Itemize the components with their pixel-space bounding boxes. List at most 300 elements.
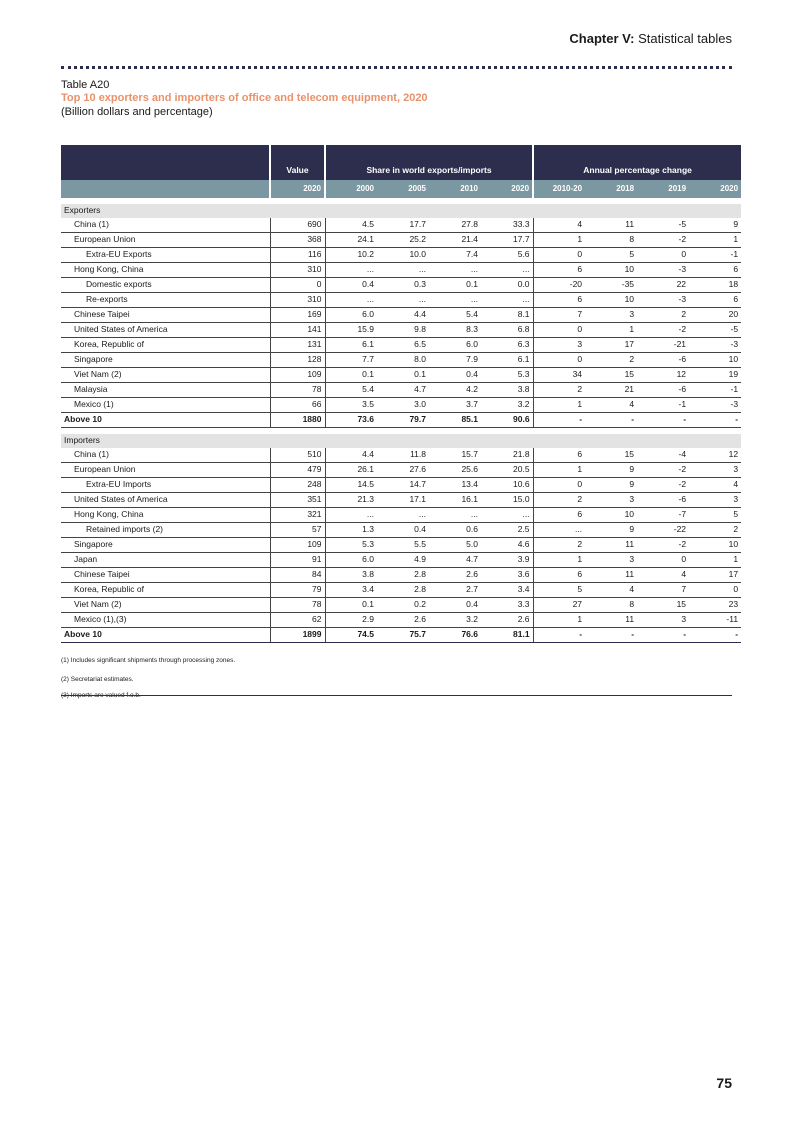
table-cell: 66 xyxy=(270,398,325,413)
table-cell: 91 xyxy=(270,553,325,568)
table-row xyxy=(61,493,741,508)
total-cell: 85.1 xyxy=(429,413,481,428)
table-cell: 33.3 xyxy=(481,218,533,233)
table-cell: 1 xyxy=(689,233,741,248)
table-cell: 2.9 xyxy=(325,613,377,628)
table-cell: 5.3 xyxy=(481,368,533,383)
year-header: 2005 xyxy=(377,180,429,198)
table-cell: 4 xyxy=(585,398,637,413)
table-cell: 0.4 xyxy=(429,598,481,613)
table-cell: 79 xyxy=(270,583,325,598)
table-cell: 7.7 xyxy=(325,353,377,368)
table-row xyxy=(61,613,741,628)
table-cell: -1 xyxy=(689,248,741,263)
table-cell: 10 xyxy=(585,293,637,308)
table-cell: 116 xyxy=(270,248,325,263)
table-cell: 57 xyxy=(270,523,325,538)
table-cell: 6 xyxy=(533,448,585,463)
table-subtitle: (Billion dollars and percentage) xyxy=(61,106,213,118)
table-cell: 2.5 xyxy=(481,523,533,538)
table-cell: 5.4 xyxy=(429,308,481,323)
table-cell: 4.6 xyxy=(481,538,533,553)
table-cell: 16.1 xyxy=(429,493,481,508)
header-blank xyxy=(61,145,270,180)
table-cell: 0 xyxy=(533,323,585,338)
table-cell: 17.7 xyxy=(481,233,533,248)
table-cell: -2 xyxy=(637,463,689,478)
table-cell: 6.3 xyxy=(481,338,533,353)
table-cell: ... xyxy=(481,508,533,523)
total-cell: - xyxy=(585,413,637,428)
table-cell: 0.3 xyxy=(377,278,429,293)
row-label: European Union xyxy=(61,233,270,248)
table-cell: 4 xyxy=(689,478,741,493)
table-cell: -22 xyxy=(637,523,689,538)
table-cell: -2 xyxy=(637,323,689,338)
table-cell: 3.4 xyxy=(325,583,377,598)
bottom-rule xyxy=(61,695,732,696)
total-cell: 76.6 xyxy=(429,628,481,643)
row-label: Extra-EU Imports xyxy=(61,478,270,493)
table-cell: 128 xyxy=(270,353,325,368)
table-cell: 169 xyxy=(270,308,325,323)
table-cell: 2 xyxy=(585,353,637,368)
table-cell: 62 xyxy=(270,613,325,628)
table-row xyxy=(61,448,741,463)
section-label: Statistical tables xyxy=(638,31,732,46)
header-value: Value xyxy=(270,145,325,180)
table-cell: 6.8 xyxy=(481,323,533,338)
table-cell: 10 xyxy=(689,353,741,368)
table-cell: 0.4 xyxy=(429,368,481,383)
total-cell: - xyxy=(533,628,585,643)
table-cell: ... xyxy=(377,508,429,523)
table-cell: 9 xyxy=(585,463,637,478)
table-cell: 15.7 xyxy=(429,448,481,463)
table-row xyxy=(61,323,741,338)
table-cell: 34 xyxy=(533,368,585,383)
table-row xyxy=(61,463,741,478)
table-cell: 18 xyxy=(689,278,741,293)
table-cell: 3 xyxy=(585,308,637,323)
table-cell: -2 xyxy=(637,478,689,493)
table-cell: 10.2 xyxy=(325,248,377,263)
row-label: Malaysia xyxy=(61,383,270,398)
table-row xyxy=(61,293,741,308)
table-cell: ... xyxy=(325,508,377,523)
table-row xyxy=(61,523,741,538)
table-cell: 5.3 xyxy=(325,538,377,553)
table-cell: 20 xyxy=(689,308,741,323)
table-cell: 14.5 xyxy=(325,478,377,493)
table-cell: 9.8 xyxy=(377,323,429,338)
table-cell: 6 xyxy=(689,263,741,278)
table-cell: 3.9 xyxy=(481,553,533,568)
year-header: 2020 xyxy=(481,180,533,198)
table-cell: 2 xyxy=(533,383,585,398)
total-cell: 1880 xyxy=(270,413,325,428)
table-row xyxy=(61,218,741,233)
table-cell: ... xyxy=(481,293,533,308)
table-cell: 0.1 xyxy=(325,598,377,613)
table-cell: 6 xyxy=(533,263,585,278)
table-cell: ... xyxy=(325,263,377,278)
table-cell: 84 xyxy=(270,568,325,583)
section-label: Importers xyxy=(61,434,741,448)
table-cell: 248 xyxy=(270,478,325,493)
total-cell: 79.7 xyxy=(377,413,429,428)
total-cell: 74.5 xyxy=(325,628,377,643)
table-cell: -3 xyxy=(689,398,741,413)
table-cell: 22 xyxy=(637,278,689,293)
table-cell: 0.4 xyxy=(325,278,377,293)
table-cell: 19 xyxy=(689,368,741,383)
table-cell: 4.7 xyxy=(377,383,429,398)
total-cell: 75.7 xyxy=(377,628,429,643)
row-label: Korea, Republic of xyxy=(61,583,270,598)
table-row xyxy=(61,478,741,493)
table-row xyxy=(61,583,741,598)
table-cell: 4.9 xyxy=(377,553,429,568)
table-cell: 8 xyxy=(585,598,637,613)
footnote: (1) Includes significant shipments through processing zones. xyxy=(61,657,236,664)
table-cell: 10.6 xyxy=(481,478,533,493)
table-cell: ... xyxy=(481,263,533,278)
table-cell: 3.2 xyxy=(429,613,481,628)
table-cell: 11 xyxy=(585,613,637,628)
row-label: Hong Kong, China xyxy=(61,263,270,278)
table-row xyxy=(61,278,741,293)
row-label: Hong Kong, China xyxy=(61,508,270,523)
total-cell: 1899 xyxy=(270,628,325,643)
table-cell: 6.1 xyxy=(481,353,533,368)
table-cell: 6.0 xyxy=(429,338,481,353)
table-cell: 5 xyxy=(689,508,741,523)
table-cell: -4 xyxy=(637,448,689,463)
table-row xyxy=(61,248,741,263)
table-cell: -35 xyxy=(585,278,637,293)
table-cell: 5.6 xyxy=(481,248,533,263)
table-cell: 21 xyxy=(585,383,637,398)
table-cell: 0.4 xyxy=(377,523,429,538)
table-cell: 8.3 xyxy=(429,323,481,338)
table-cell: 27.6 xyxy=(377,463,429,478)
row-label: Retained imports (2) xyxy=(61,523,270,538)
total-cell: 90.6 xyxy=(481,413,533,428)
table-cell: 3 xyxy=(533,338,585,353)
row-label: Japan xyxy=(61,553,270,568)
table-cell: 2 xyxy=(533,493,585,508)
table-cell: 131 xyxy=(270,338,325,353)
table-cell: 17 xyxy=(585,338,637,353)
table-cell: 1 xyxy=(533,613,585,628)
table-cell: 26.1 xyxy=(325,463,377,478)
total-cell: - xyxy=(689,628,741,643)
table-cell: 109 xyxy=(270,368,325,383)
table-cell: 6.0 xyxy=(325,553,377,568)
table-cell: -6 xyxy=(637,353,689,368)
footnote: (3) Imports are valued f.o.b. xyxy=(61,692,141,699)
table-cell: 25.2 xyxy=(377,233,429,248)
table-cell: 2.8 xyxy=(377,568,429,583)
table-cell: 3.6 xyxy=(481,568,533,583)
table-cell: -3 xyxy=(637,263,689,278)
total-cell: 73.6 xyxy=(325,413,377,428)
row-label: Viet Nam (2) xyxy=(61,598,270,613)
table-cell: 2.6 xyxy=(429,568,481,583)
table-cell: 3.0 xyxy=(377,398,429,413)
table-cell: 5.5 xyxy=(377,538,429,553)
chapter-label: Chapter V: xyxy=(569,31,635,46)
header-row-groups xyxy=(61,145,741,180)
table-cell: 6 xyxy=(689,293,741,308)
table-cell: 3.7 xyxy=(429,398,481,413)
total-cell: - xyxy=(533,413,585,428)
total-cell: - xyxy=(689,413,741,428)
table-cell: 310 xyxy=(270,263,325,278)
table-cell: 6.0 xyxy=(325,308,377,323)
table-cell: 0 xyxy=(270,278,325,293)
table-cell: 7 xyxy=(533,308,585,323)
table-cell: 0.2 xyxy=(377,598,429,613)
table-cell: 12 xyxy=(637,368,689,383)
total-row xyxy=(61,628,741,643)
row-label: China (1) xyxy=(61,448,270,463)
table-cell: 6.5 xyxy=(377,338,429,353)
table-cell: 0 xyxy=(533,248,585,263)
table-cell: 24.1 xyxy=(325,233,377,248)
table-cell: 15 xyxy=(585,448,637,463)
row-label: China (1) xyxy=(61,218,270,233)
table-cell: -5 xyxy=(637,218,689,233)
table-cell: 11 xyxy=(585,218,637,233)
table-cell: ... xyxy=(533,523,585,538)
row-label: Re-exports xyxy=(61,293,270,308)
table-cell: -11 xyxy=(689,613,741,628)
table-row xyxy=(61,553,741,568)
row-label: European Union xyxy=(61,463,270,478)
table-cell: 321 xyxy=(270,508,325,523)
table-cell: 1 xyxy=(689,553,741,568)
table-cell: -7 xyxy=(637,508,689,523)
table-row xyxy=(61,368,741,383)
year-header: 2000 xyxy=(325,180,377,198)
table-cell: 17.1 xyxy=(377,493,429,508)
total-cell: - xyxy=(637,628,689,643)
table-cell: 2.6 xyxy=(377,613,429,628)
table-cell: 3 xyxy=(585,493,637,508)
table-cell: 10.0 xyxy=(377,248,429,263)
table-cell: 3.4 xyxy=(481,583,533,598)
table-label: Table A20 xyxy=(61,79,110,91)
table-cell: 4.4 xyxy=(325,448,377,463)
table-cell: 3.2 xyxy=(481,398,533,413)
table-cell: 11 xyxy=(585,568,637,583)
total-cell: - xyxy=(637,413,689,428)
table-cell: 5.4 xyxy=(325,383,377,398)
table-cell: 14.7 xyxy=(377,478,429,493)
header-row-years xyxy=(61,180,741,198)
table-cell: 5 xyxy=(585,248,637,263)
table-cell: 8 xyxy=(585,233,637,248)
row-label: Domestic exports xyxy=(61,278,270,293)
table-cell: 17.7 xyxy=(377,218,429,233)
table-cell: 1 xyxy=(533,553,585,568)
table-cell: 4 xyxy=(585,583,637,598)
table-cell: 2.7 xyxy=(429,583,481,598)
table-cell: 9 xyxy=(585,478,637,493)
table-cell: 3.8 xyxy=(325,568,377,583)
row-label: Extra-EU Exports xyxy=(61,248,270,263)
year-header: 2019 xyxy=(637,180,689,198)
table-cell: 1 xyxy=(585,323,637,338)
table-cell: ... xyxy=(377,263,429,278)
total-cell: - xyxy=(585,628,637,643)
table-cell: 15 xyxy=(585,368,637,383)
table-cell: 25.6 xyxy=(429,463,481,478)
table-row xyxy=(61,353,741,368)
table-cell: 2 xyxy=(637,308,689,323)
row-label: United States of America xyxy=(61,493,270,508)
dotted-divider xyxy=(61,66,732,69)
table-cell: ... xyxy=(377,293,429,308)
section-header-row xyxy=(61,204,741,218)
table-cell: -2 xyxy=(637,233,689,248)
table-cell: -6 xyxy=(637,493,689,508)
table-cell: -6 xyxy=(637,383,689,398)
table-cell: 27.8 xyxy=(429,218,481,233)
table-cell: 479 xyxy=(270,463,325,478)
table-row xyxy=(61,233,741,248)
section-header-row xyxy=(61,434,741,448)
page-number: 75 xyxy=(716,1075,732,1091)
table-row xyxy=(61,398,741,413)
table-cell: 141 xyxy=(270,323,325,338)
table-cell: 351 xyxy=(270,493,325,508)
table-cell: 2 xyxy=(533,538,585,553)
table-cell: 7 xyxy=(637,583,689,598)
table-cell: 9 xyxy=(585,523,637,538)
header-share: Share in world exports/imports xyxy=(325,145,533,180)
table-row xyxy=(61,598,741,613)
table-cell: ... xyxy=(325,293,377,308)
section-label: Exporters xyxy=(61,204,741,218)
table-cell: 15 xyxy=(637,598,689,613)
table-row xyxy=(61,508,741,523)
year-header: 2010-20 xyxy=(533,180,585,198)
table-row xyxy=(61,338,741,353)
table-cell: 7.9 xyxy=(429,353,481,368)
table-cell: 12 xyxy=(689,448,741,463)
header-change: Annual percentage change xyxy=(533,145,741,180)
table-cell: 0.1 xyxy=(377,368,429,383)
table-cell: 6 xyxy=(533,508,585,523)
table-row xyxy=(61,263,741,278)
table-cell: 8.0 xyxy=(377,353,429,368)
table-cell: 21.8 xyxy=(481,448,533,463)
row-label: Viet Nam (2) xyxy=(61,368,270,383)
row-label: United States of America xyxy=(61,323,270,338)
table-cell: 2.6 xyxy=(481,613,533,628)
table-cell: 2 xyxy=(689,523,741,538)
table-row xyxy=(61,308,741,323)
table-row xyxy=(61,568,741,583)
row-label: Korea, Republic of xyxy=(61,338,270,353)
table-cell: 310 xyxy=(270,293,325,308)
table-cell: 0 xyxy=(637,553,689,568)
year-header: 2020 xyxy=(689,180,741,198)
table-cell: 8.1 xyxy=(481,308,533,323)
year-header: 2010 xyxy=(429,180,481,198)
table-cell: -1 xyxy=(637,398,689,413)
table-cell: 17 xyxy=(689,568,741,583)
table-cell: 0.1 xyxy=(429,278,481,293)
table-cell: 1 xyxy=(533,463,585,478)
table-cell: 20.5 xyxy=(481,463,533,478)
table-cell: 3.3 xyxy=(481,598,533,613)
table-cell: 15.0 xyxy=(481,493,533,508)
row-label: Singapore xyxy=(61,353,270,368)
table-cell: 0 xyxy=(689,583,741,598)
table-cell: 368 xyxy=(270,233,325,248)
table-cell: 21.4 xyxy=(429,233,481,248)
header-blank-years xyxy=(61,180,270,198)
total-row xyxy=(61,413,741,428)
year-header: 2020 xyxy=(270,180,325,198)
table-cell: 1 xyxy=(533,398,585,413)
table-cell: ... xyxy=(429,293,481,308)
table-cell: 78 xyxy=(270,383,325,398)
running-header xyxy=(569,31,732,46)
table-cell: 6 xyxy=(533,568,585,583)
table-cell: -3 xyxy=(689,338,741,353)
table-cell: -5 xyxy=(689,323,741,338)
table-cell: 10 xyxy=(689,538,741,553)
table-cell: 27 xyxy=(533,598,585,613)
row-label: Mexico (1) xyxy=(61,398,270,413)
table-cell: 13.4 xyxy=(429,478,481,493)
table-cell: 4 xyxy=(533,218,585,233)
table-cell: -3 xyxy=(637,293,689,308)
total-cell: 81.1 xyxy=(481,628,533,643)
table-cell: 3 xyxy=(637,613,689,628)
table-cell: 0.0 xyxy=(481,278,533,293)
table-cell: 510 xyxy=(270,448,325,463)
table-cell: 21.3 xyxy=(325,493,377,508)
year-header: 2018 xyxy=(585,180,637,198)
table-cell: 11.8 xyxy=(377,448,429,463)
table-cell: 3 xyxy=(689,463,741,478)
table-cell: 3.5 xyxy=(325,398,377,413)
table-cell: 690 xyxy=(270,218,325,233)
table-cell: 109 xyxy=(270,538,325,553)
table-cell: ... xyxy=(429,263,481,278)
table-cell: 3 xyxy=(689,493,741,508)
table-cell: 10 xyxy=(585,508,637,523)
table-cell: -21 xyxy=(637,338,689,353)
row-label: Chinese Taipei xyxy=(61,308,270,323)
table-cell: 7.4 xyxy=(429,248,481,263)
row-label: Chinese Taipei xyxy=(61,568,270,583)
row-label: Singapore xyxy=(61,538,270,553)
table-cell: 0 xyxy=(533,353,585,368)
total-label: Above 10 xyxy=(61,413,270,428)
table-cell: 10 xyxy=(585,263,637,278)
table-cell: 4.5 xyxy=(325,218,377,233)
table-row xyxy=(61,538,741,553)
table-cell: 5 xyxy=(533,583,585,598)
table-cell: 9 xyxy=(689,218,741,233)
